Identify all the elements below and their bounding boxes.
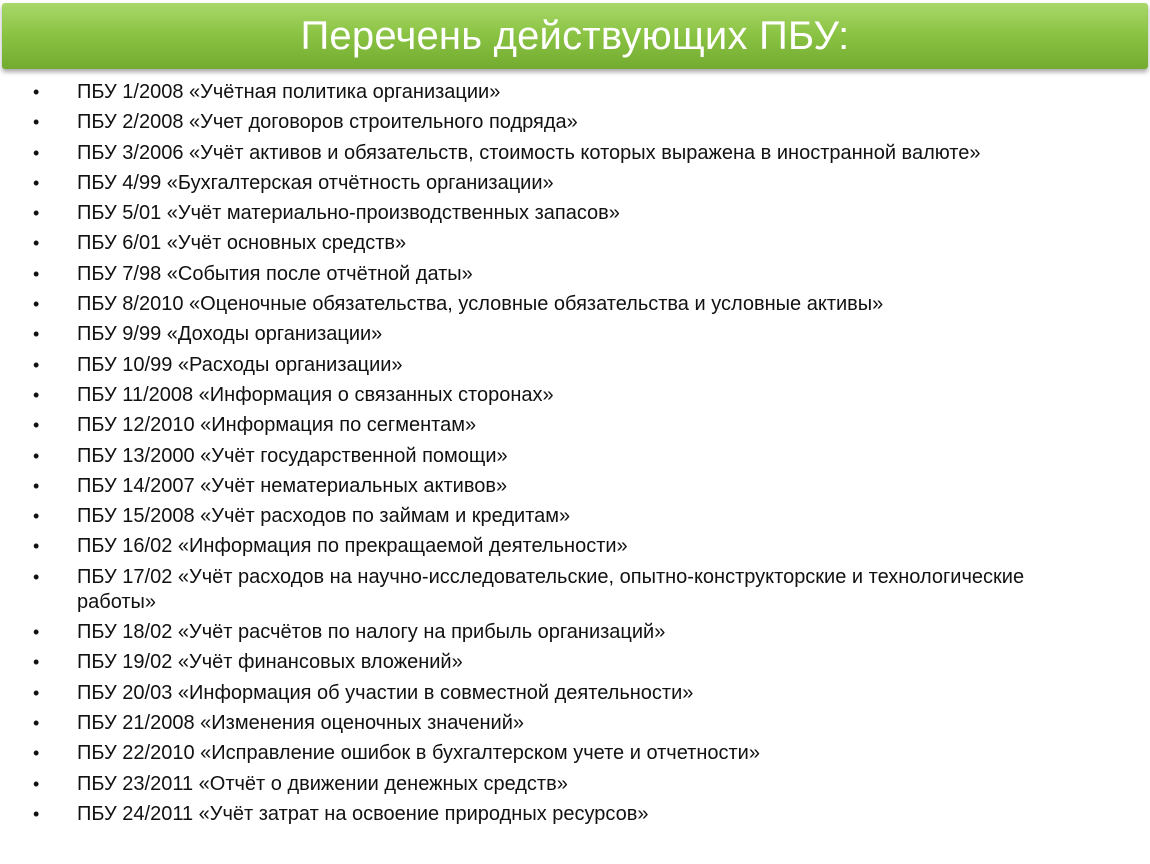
list-item <box>0 534 1150 559</box>
list-item <box>0 413 1150 438</box>
list-item-text: ПБУ 22/2010 «Исправление ошибок в бухгалтерском учете и отчетности» <box>77 742 760 765</box>
list-item-text: ПБУ 24/2011 «Учёт затрат на освоение природных ресурсов» <box>77 802 649 825</box>
list-item-text: ПБУ 16/02 «Информация по прекращаемой деятельности» <box>77 535 628 558</box>
list-item <box>0 565 1150 615</box>
bullet-icon: • <box>33 773 40 794</box>
list-item-text: ПБУ 13/2000 «Учёт государственной помощи» <box>77 444 508 467</box>
list-item <box>0 504 1150 529</box>
list-item <box>0 141 1150 166</box>
bullet-icon: • <box>33 682 40 703</box>
list-item <box>0 474 1150 499</box>
list-item <box>0 681 1150 706</box>
bullet-icon: • <box>33 622 40 643</box>
list-item <box>0 110 1150 135</box>
list-item <box>0 383 1150 408</box>
bullet-icon: • <box>33 652 40 673</box>
list-item-text: ПБУ 20/03 «Информация об участии в совместной деятельности» <box>77 681 694 704</box>
bullet-icon: • <box>33 803 40 824</box>
list-item <box>0 201 1150 226</box>
list-item <box>0 802 1150 827</box>
slide-title-bar <box>2 3 1148 69</box>
bullet-icon: • <box>33 172 40 193</box>
bullet-icon: • <box>33 506 40 527</box>
bullet-icon: • <box>33 712 40 733</box>
list-item-text: ПБУ 6/01 «Учёт основных средств» <box>77 232 407 255</box>
list-item-text: ПБУ 5/01 «Учёт материально-производственных запасов» <box>77 202 620 225</box>
list-item <box>0 353 1150 378</box>
list-item <box>0 772 1150 797</box>
bullet-icon: • <box>33 415 40 436</box>
list-item <box>0 292 1150 317</box>
list-item <box>0 620 1150 645</box>
bullet-icon: • <box>33 203 40 224</box>
list-item-text: ПБУ 7/98 «События после отчётной даты» <box>77 262 473 285</box>
list-item-text: ПБУ 21/2008 «Изменения оценочных значений» <box>77 711 525 734</box>
list-item-text: ПБУ 3/2006 «Учёт активов и обязательств, стоимость которых выражена в иностранной валюте» <box>77 141 981 164</box>
bullet-icon: • <box>33 324 40 345</box>
list-item <box>0 322 1150 347</box>
bullet-icon: • <box>33 536 40 557</box>
list-item <box>0 444 1150 469</box>
bullet-icon: • <box>33 384 40 405</box>
bullet-icon: • <box>33 743 40 764</box>
bullet-icon: • <box>33 475 40 496</box>
bullet-icon: • <box>33 354 40 375</box>
bullet-icon: • <box>33 233 40 254</box>
list-item-text: ПБУ 11/2008 «Информация о связанных сторонах» <box>77 383 554 406</box>
list-item-text: ПБУ 12/2010 «Информация по сегментам» <box>77 414 477 437</box>
list-item <box>0 711 1150 736</box>
list-item-text: ПБУ 15/2008 «Учёт расходов по займам и кредитам» <box>77 505 571 528</box>
bullet-icon: • <box>33 445 40 466</box>
list-item-text: ПБУ 18/02 «Учёт расчётов по налогу на прибыль организаций» <box>77 621 666 644</box>
bullet-icon: • <box>33 82 40 102</box>
bullet-icon: • <box>33 566 40 587</box>
slide-title: Перечень действующих ПБУ: <box>300 13 850 58</box>
list-item <box>0 262 1150 287</box>
pbu-list <box>0 80 1150 832</box>
list-item-text: ПБУ 14/2007 «Учёт нематериальных активов» <box>77 474 508 497</box>
bullet-icon: • <box>33 294 40 315</box>
list-item <box>0 650 1150 675</box>
list-item-text: ПБУ 9/99 «Доходы организации» <box>77 323 383 346</box>
list-item <box>0 231 1150 256</box>
list-item <box>0 171 1150 196</box>
list-item-text: ПБУ 17/02 «Учёт расходов на научно-исследовательские, опытно-конструкторские и технологические работы» <box>77 565 1025 613</box>
list-item-text: ПБУ 19/02 «Учёт финансовых вложений» <box>77 651 463 674</box>
list-item-text: ПБУ 1/2008 «Учётная политика организации» <box>77 81 501 103</box>
list-item <box>0 741 1150 766</box>
bullet-icon: • <box>33 112 40 133</box>
list-item-text: ПБУ 8/2010 «Оценочные обязательства, условные обязательства и условные активы» <box>77 293 884 316</box>
bullet-icon: • <box>33 263 40 284</box>
bullet-icon: • <box>33 142 40 163</box>
list-item-text: ПБУ 4/99 «Бухгалтерская отчётность организации» <box>77 171 554 194</box>
list-item <box>0 80 1150 105</box>
list-item-text: ПБУ 10/99 «Расходы организации» <box>77 353 403 376</box>
list-item-text: ПБУ 23/2011 «Отчёт о движении денежных средств» <box>77 772 568 795</box>
list-item-text: ПБУ 2/2008 «Учет договоров строительного подряда» <box>77 111 578 134</box>
